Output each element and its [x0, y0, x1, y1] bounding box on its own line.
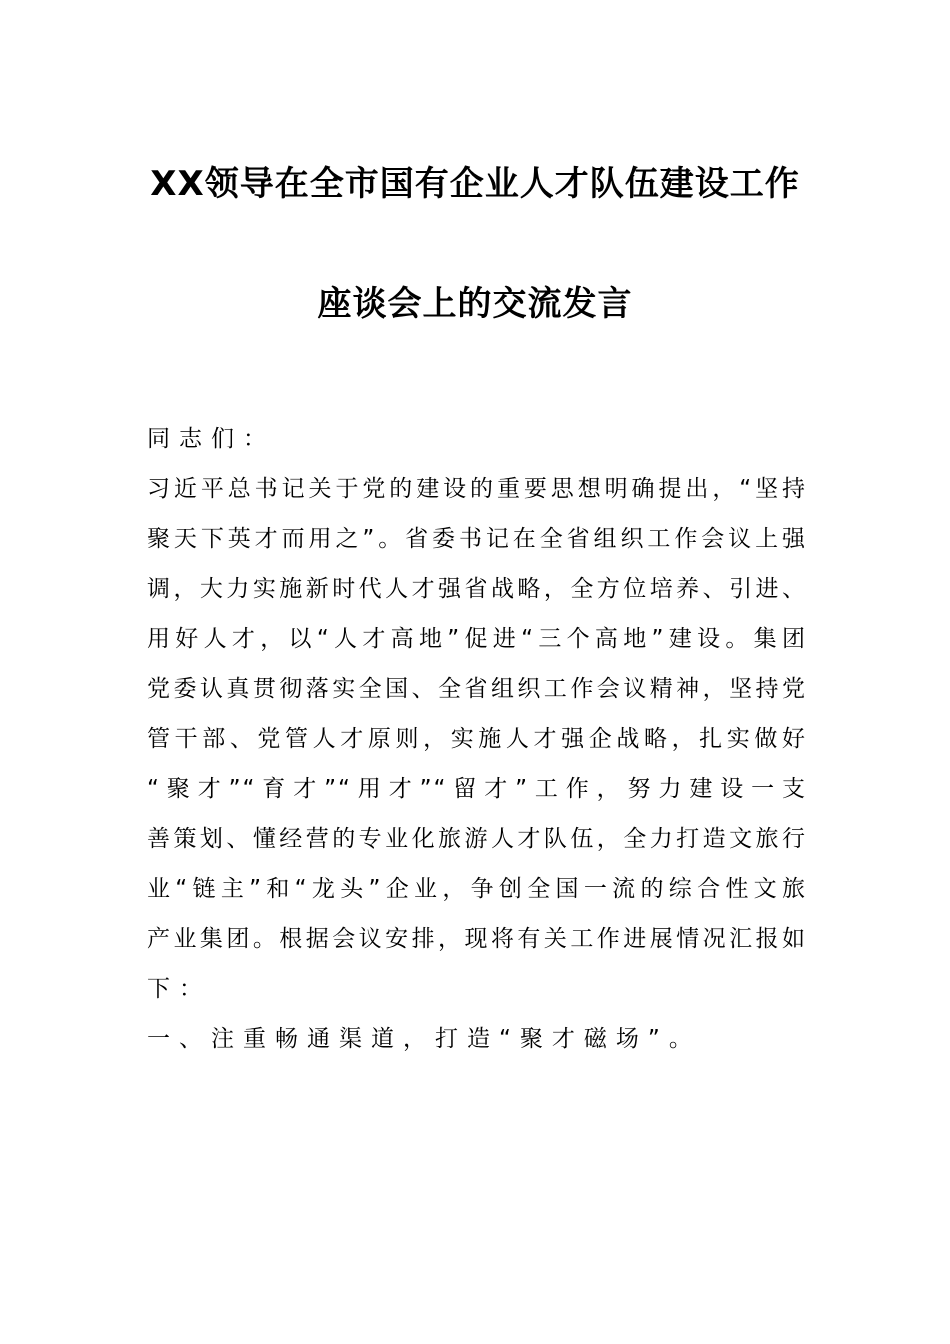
paragraph-line: 党委认真贯彻落实全国、全省组织工作会议精神，坚持党: [147, 676, 807, 702]
paragraph-line: 调，大力实施新时代人才强省战略，全方位培养、引进、: [147, 576, 807, 602]
paragraph-line: 聚天下英才而用之”。省委书记在全省组织工作会议上强: [147, 526, 807, 552]
document-title-line-1: XX领导在全市国有企业人才队伍建设工作: [150, 164, 800, 204]
section-1-heading: 一、注重畅通渠道，打造“聚才磁场”。: [147, 1026, 701, 1052]
paragraph-line: “聚才”“育才”“用才”“留才”工作，努力建设一支: [147, 776, 807, 802]
paragraph-1: [147, 464, 807, 1014]
salutation: 同志们：: [147, 426, 275, 452]
paragraph-line: 用好人才，以“人才高地”促进“三个高地”建设。集团: [147, 626, 807, 652]
paragraph-line: 习近平总书记关于党的建设的重要思想明确提出，“坚持: [147, 476, 807, 502]
paragraph-line: 业“链主”和“龙头”企业，争创全国一流的综合性文旅: [147, 876, 807, 902]
document-title-line-2: 座谈会上的交流发言: [317, 284, 633, 324]
paragraph-line: 下：: [147, 976, 211, 1002]
paragraph-line: 管干部、党管人才原则，实施人才强企战略，扎实做好: [147, 726, 807, 752]
paragraph-line: 产业集团。根据会议安排，现将有关工作进展情况汇报如: [147, 926, 807, 952]
paragraph-line: 善策划、懂经营的专业化旅游人才队伍，全力打造文旅行: [147, 826, 807, 852]
document-body: [147, 414, 807, 1064]
